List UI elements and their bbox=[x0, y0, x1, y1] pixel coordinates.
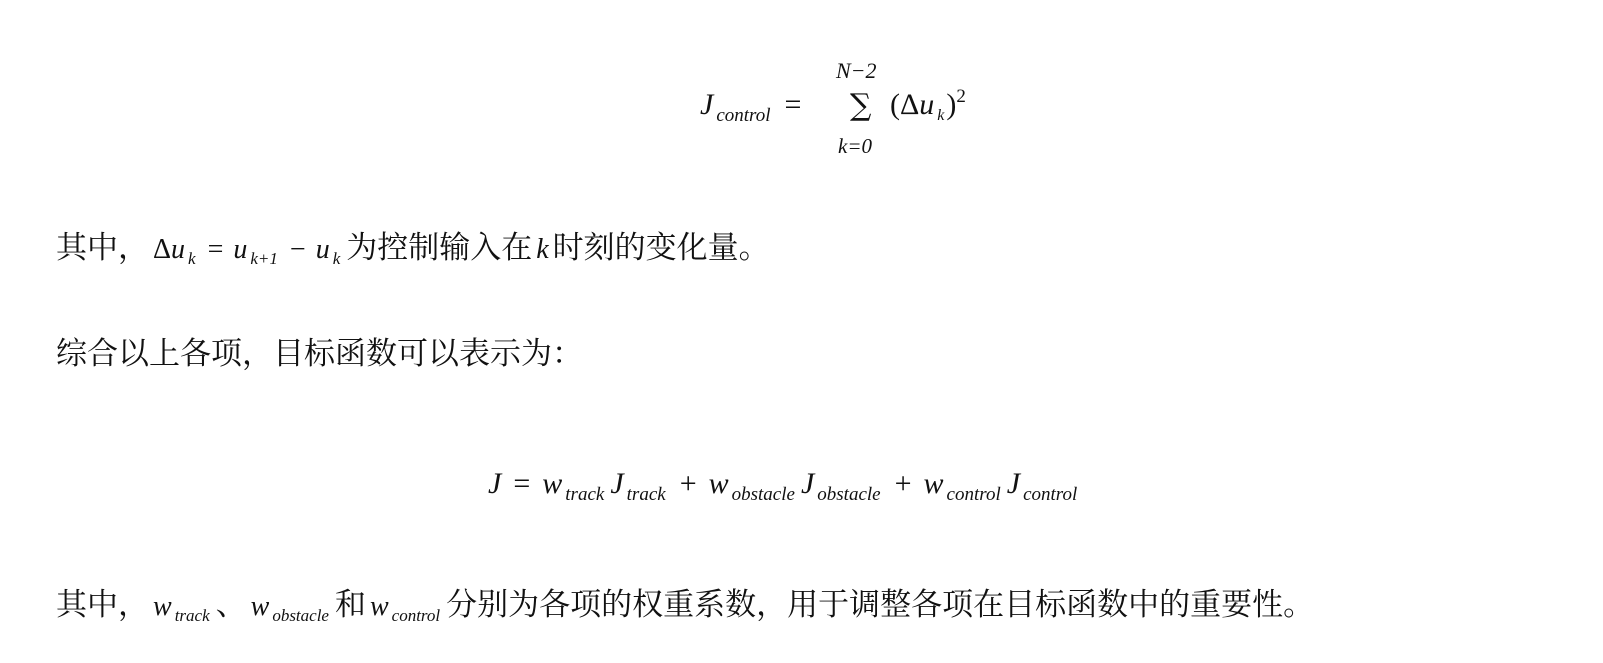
w-subscript-track: track bbox=[174, 606, 210, 625]
w-symbol: w bbox=[250, 591, 270, 622]
close-paren: ) bbox=[946, 88, 957, 121]
equals-sign: = bbox=[784, 88, 802, 121]
text-and: 和 bbox=[334, 587, 366, 623]
text-mid: 为控制输入在 bbox=[346, 230, 533, 266]
open-paren: ( bbox=[890, 88, 900, 121]
paragraph-objective-intro: 综合以上各项，目标函数可以表示为： bbox=[56, 336, 583, 372]
u-subscript: k+1 bbox=[250, 249, 278, 268]
w-subscript-obstacle: obstacle bbox=[272, 606, 329, 625]
u-symbol: u bbox=[315, 234, 330, 265]
minus-sign: − bbox=[289, 234, 306, 265]
u-subscript: k bbox=[332, 249, 341, 268]
u-symbol: u bbox=[919, 88, 935, 121]
equation-lhs bbox=[700, 88, 813, 126]
inline-w-track bbox=[153, 591, 212, 625]
sum-upper-limit: N−2 bbox=[836, 58, 877, 83]
text-prefix: 其中， bbox=[56, 230, 149, 266]
J-symbol: J bbox=[1006, 467, 1021, 500]
w-symbol: w bbox=[369, 591, 389, 622]
w-subscript-obstacle: obstacle bbox=[731, 484, 795, 505]
u-subscript: k bbox=[188, 249, 196, 268]
u-symbol: u bbox=[233, 234, 248, 265]
separator: 、 bbox=[215, 587, 247, 623]
inline-w-control bbox=[369, 591, 442, 625]
equals-sign: = bbox=[513, 467, 531, 500]
u-symbol: u bbox=[171, 234, 186, 265]
w-subscript-control: control bbox=[391, 606, 441, 625]
objective-function-equation bbox=[488, 467, 1079, 505]
J-symbol: J bbox=[700, 88, 714, 121]
equals-sign: = bbox=[207, 234, 224, 265]
J-symbol: J bbox=[488, 467, 502, 500]
w-symbol: w bbox=[708, 467, 729, 500]
plus-sign: + bbox=[894, 467, 912, 500]
w-symbol: w bbox=[923, 467, 944, 500]
exponent-2: 2 bbox=[956, 86, 966, 107]
J-subscript-obstacle: obstacle bbox=[817, 484, 881, 505]
J-subscript-control: control bbox=[1023, 484, 1078, 505]
J-subscript-track: track bbox=[626, 484, 666, 505]
text-suffix: 分别为各项的权重系数，用于调整各项在目标函数中的重要性。 bbox=[446, 587, 1315, 623]
w-symbol: w bbox=[153, 591, 172, 622]
u-subscript-k: k bbox=[937, 107, 945, 124]
inline-delta-u-equation bbox=[153, 234, 342, 268]
inline-k: k bbox=[536, 234, 549, 265]
text-suffix: 时刻的变化量。 bbox=[552, 230, 770, 266]
inline-w-obstacle bbox=[250, 591, 331, 625]
summation-sign: ∑ bbox=[850, 88, 872, 123]
w-subscript-track: track bbox=[565, 484, 605, 505]
w-symbol: w bbox=[542, 467, 563, 500]
paragraph-delta-u-definition bbox=[56, 228, 770, 273]
J-symbol: J bbox=[610, 467, 624, 500]
delta-symbol: Δ bbox=[153, 234, 172, 265]
delta-symbol: Δ bbox=[900, 88, 920, 121]
text-prefix: 其中， bbox=[56, 587, 149, 623]
sum-lower-limit: k=0 bbox=[838, 134, 872, 158]
w-subscript-control: control bbox=[946, 484, 1001, 505]
paragraph-weights-description bbox=[56, 585, 1314, 630]
control-cost-equation bbox=[700, 58, 1000, 168]
J-subscript-control: control bbox=[716, 105, 771, 126]
summand bbox=[890, 88, 966, 122]
plus-sign: + bbox=[679, 467, 697, 500]
J-symbol: J bbox=[800, 467, 815, 500]
